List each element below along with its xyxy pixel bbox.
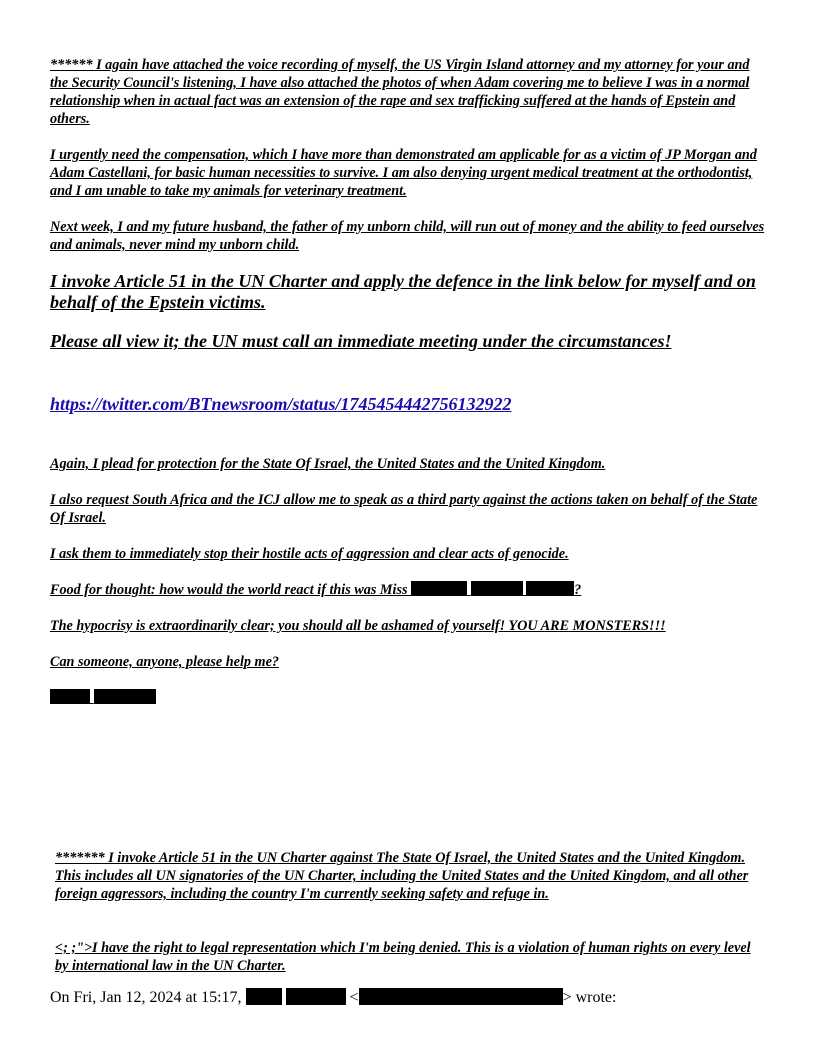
paragraph-compensation: I urgently need the compensation, which I have more than demonstrated am applicable for as a victim of JP Morgan and Adam Castellani, for basic human necessities to survive. I am also denying urgent medical treatment at the orthodontist, and I am unable to take my animals for veterinary treatment.: [50, 147, 757, 199]
quoted-paragraph-invoke-article-51: ******* I invoke Article 51 in the UN Charter against The State Of Israel, the United States and the United Kingdom. This includes all UN signatories of the UN Charter, including the United States and the United Kingdom, and all other foreign aggressors, including the country I'm currently seeking safety and refuge in.: [55, 850, 749, 902]
paragraph-icj-request: I also request South Africa and the ICJ allow me to speak as a third party against the actions taken on behalf of the State Of Israel.: [50, 492, 758, 526]
reply-header-date: On Fri, Jan 12, 2024 at 15:17,: [50, 989, 242, 1006]
redaction-box: [526, 581, 574, 596]
redaction-box: [411, 581, 467, 596]
paragraph-help-me: Can someone, anyone, please help me?: [50, 654, 279, 670]
redaction-box: [471, 581, 523, 596]
redaction-box: [94, 689, 156, 704]
paragraph-hypocrisy: The hypocrisy is extraordinarily clear; you should all be ashamed of yourself! YOU ARE MONSTERS!!!: [50, 618, 666, 634]
redaction-box: [359, 988, 563, 1005]
quoted-paragraph-legal-representation: <; ;">I have the right to legal representation which I'm being denied. This is a violation of human rights on every level by international law in the UN Charter.: [55, 940, 751, 974]
email-reply-header: [50, 988, 616, 1008]
paragraph-invoke-article-51: I invoke Article 51 in the UN Charter and apply the defence in the link below for myself and on behalf of the Epstein victims.: [50, 271, 756, 312]
paragraph-stop-aggression: I ask them to immediately stop their hostile acts of aggression and clear acts of genocide.: [50, 546, 569, 562]
redaction-box: [246, 988, 282, 1005]
paragraph-food-for-thought: [50, 581, 766, 599]
paragraph-run-out-of-money: Next week, I and my future husband, the father of my unborn child, will run out of money and the ability to feed ourselves and animals, never mind my unborn child.: [50, 219, 765, 253]
food-for-thought-text: Food for thought: how would the world react if this was Miss: [50, 582, 408, 598]
paragraph-call-meeting: Please all view it; the UN must call an immediate meeting under the circumstances!: [50, 331, 672, 351]
reply-header-open-angle: <: [349, 989, 359, 1006]
paragraph-plead-protection: Again, I plead for protection for the State Of Israel, the United States and the United Kingdom.: [50, 456, 606, 472]
redaction-box: [286, 988, 346, 1005]
twitter-link[interactable]: https://twitter.com/BTnewsroom/status/1745454442756132922: [50, 394, 512, 414]
redaction-box: [50, 689, 90, 704]
signature-redacted: [50, 689, 766, 707]
reply-header-wrote: > wrote:: [562, 989, 617, 1006]
food-for-thought-suffix: ?: [574, 582, 582, 598]
paragraph-voice-recording: ****** I again have attached the voice recording of myself, the US Virgin Island attorney and my attorney for your and the Security Council's listening, I have also attached the photos of when Adam covering me to believe I was in a normal relationship when in actual fact was an extension of the rape and sex trafficking suffered at the hands of Epstein and others.: [50, 57, 750, 127]
